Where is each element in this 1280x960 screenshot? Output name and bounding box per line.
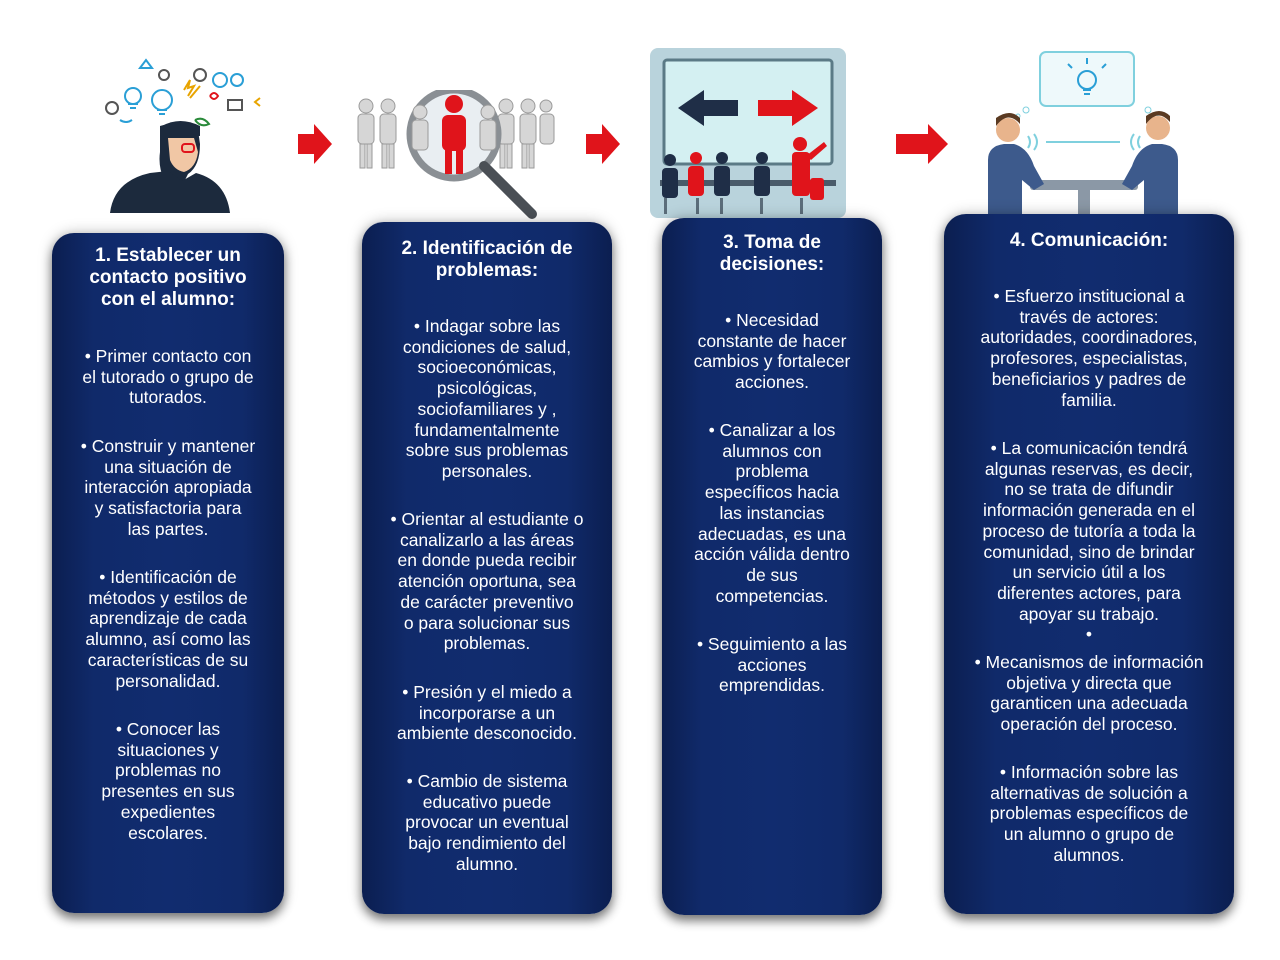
step-card-2: [362, 222, 612, 914]
two-people-talking-icon: [982, 50, 1182, 216]
step-bullet: • Mecanismos de información objetiva y directa que garanticen una adecuada operación del proceso.: [974, 652, 1204, 735]
step-bullet: • Información sobre las alternativas de solución a problemas específicos de un alumno o grupo de alumnos.: [989, 762, 1189, 865]
step-bullet: • Indagar sobre las condiciones de salud, socioeconómicas, psicológicas, sociofamiliares y , fundamentalmente sobre sus problemas personales.: [402, 316, 572, 481]
step-card-3: [662, 218, 882, 915]
thinking-person-icon: [100, 58, 280, 213]
step-bullet: • Necesidad constante de hacer cambios y fortalecer acciones.: [693, 310, 851, 393]
step-bullet: • Esfuerzo institucional a través de actores: autoridades, coordinadores, profesores, especialistas, beneficiarios y padres de familia.: [980, 286, 1198, 410]
step-bullet: • Seguimiento a las acciones emprendidas.: [696, 634, 848, 696]
right-arrow-icon: [896, 124, 948, 164]
step-title: 1. Establecer un contacto positivo con el alumno:: [89, 245, 247, 310]
step-bullet: • Conocer las situaciones y problemas no presentes en sus expedientes escolares.: [101, 719, 235, 843]
right-arrow-icon: [586, 124, 620, 164]
step-bullet: • Primer contacto con el tutorado o grupo de tutorados.: [82, 346, 254, 408]
step-bullet: • Construir y mantener una situación de interacción apropiada y satisfactoria para las partes.: [80, 436, 256, 539]
right-arrow-icon: [298, 124, 332, 164]
decision-meeting-icon: [650, 48, 846, 218]
step-card-1: [52, 233, 284, 913]
step-bullet: • Cambio de sistema educativo puede provocar un eventual bajo rendimiento del alumno.: [405, 771, 569, 874]
step-bullet: • Identificación de métodos y estilos de aprendizaje de cada alumno, así como las características de su personalidad.: [85, 567, 251, 691]
step-bullet: • Orientar al estudiante o canalizarlo a las áreas en donde pueda recibir atención oportuna, sea de carácter preventivo o para solucionar sus problemas.: [390, 509, 584, 654]
step-bullet: • Canalizar a los alumnos con problema específicos hacia las instancias adecuadas, es una acción válida dentro de sus competencias.: [694, 420, 850, 606]
step-card-4: [944, 214, 1234, 914]
step-title: 4. Comunicación:: [1009, 230, 1169, 251]
step-bullet: • Presión y el miedo a incorporarse a un ambiente desconocido.: [397, 682, 577, 744]
step-bullet: • La comunicación tendrá algunas reservas, es decir, no se trata de difundir información generada en el proceso de tutoría a toda la comunidad, sino de brindar un servicio útil a los diferentes actores, para apoyar su trabajo. •: [982, 438, 1196, 645]
step-title: 2. Identificación de problemas:: [401, 238, 573, 281]
magnifier-people-icon: [356, 90, 556, 222]
step-title: 3. Toma de decisiones:: [719, 232, 825, 275]
